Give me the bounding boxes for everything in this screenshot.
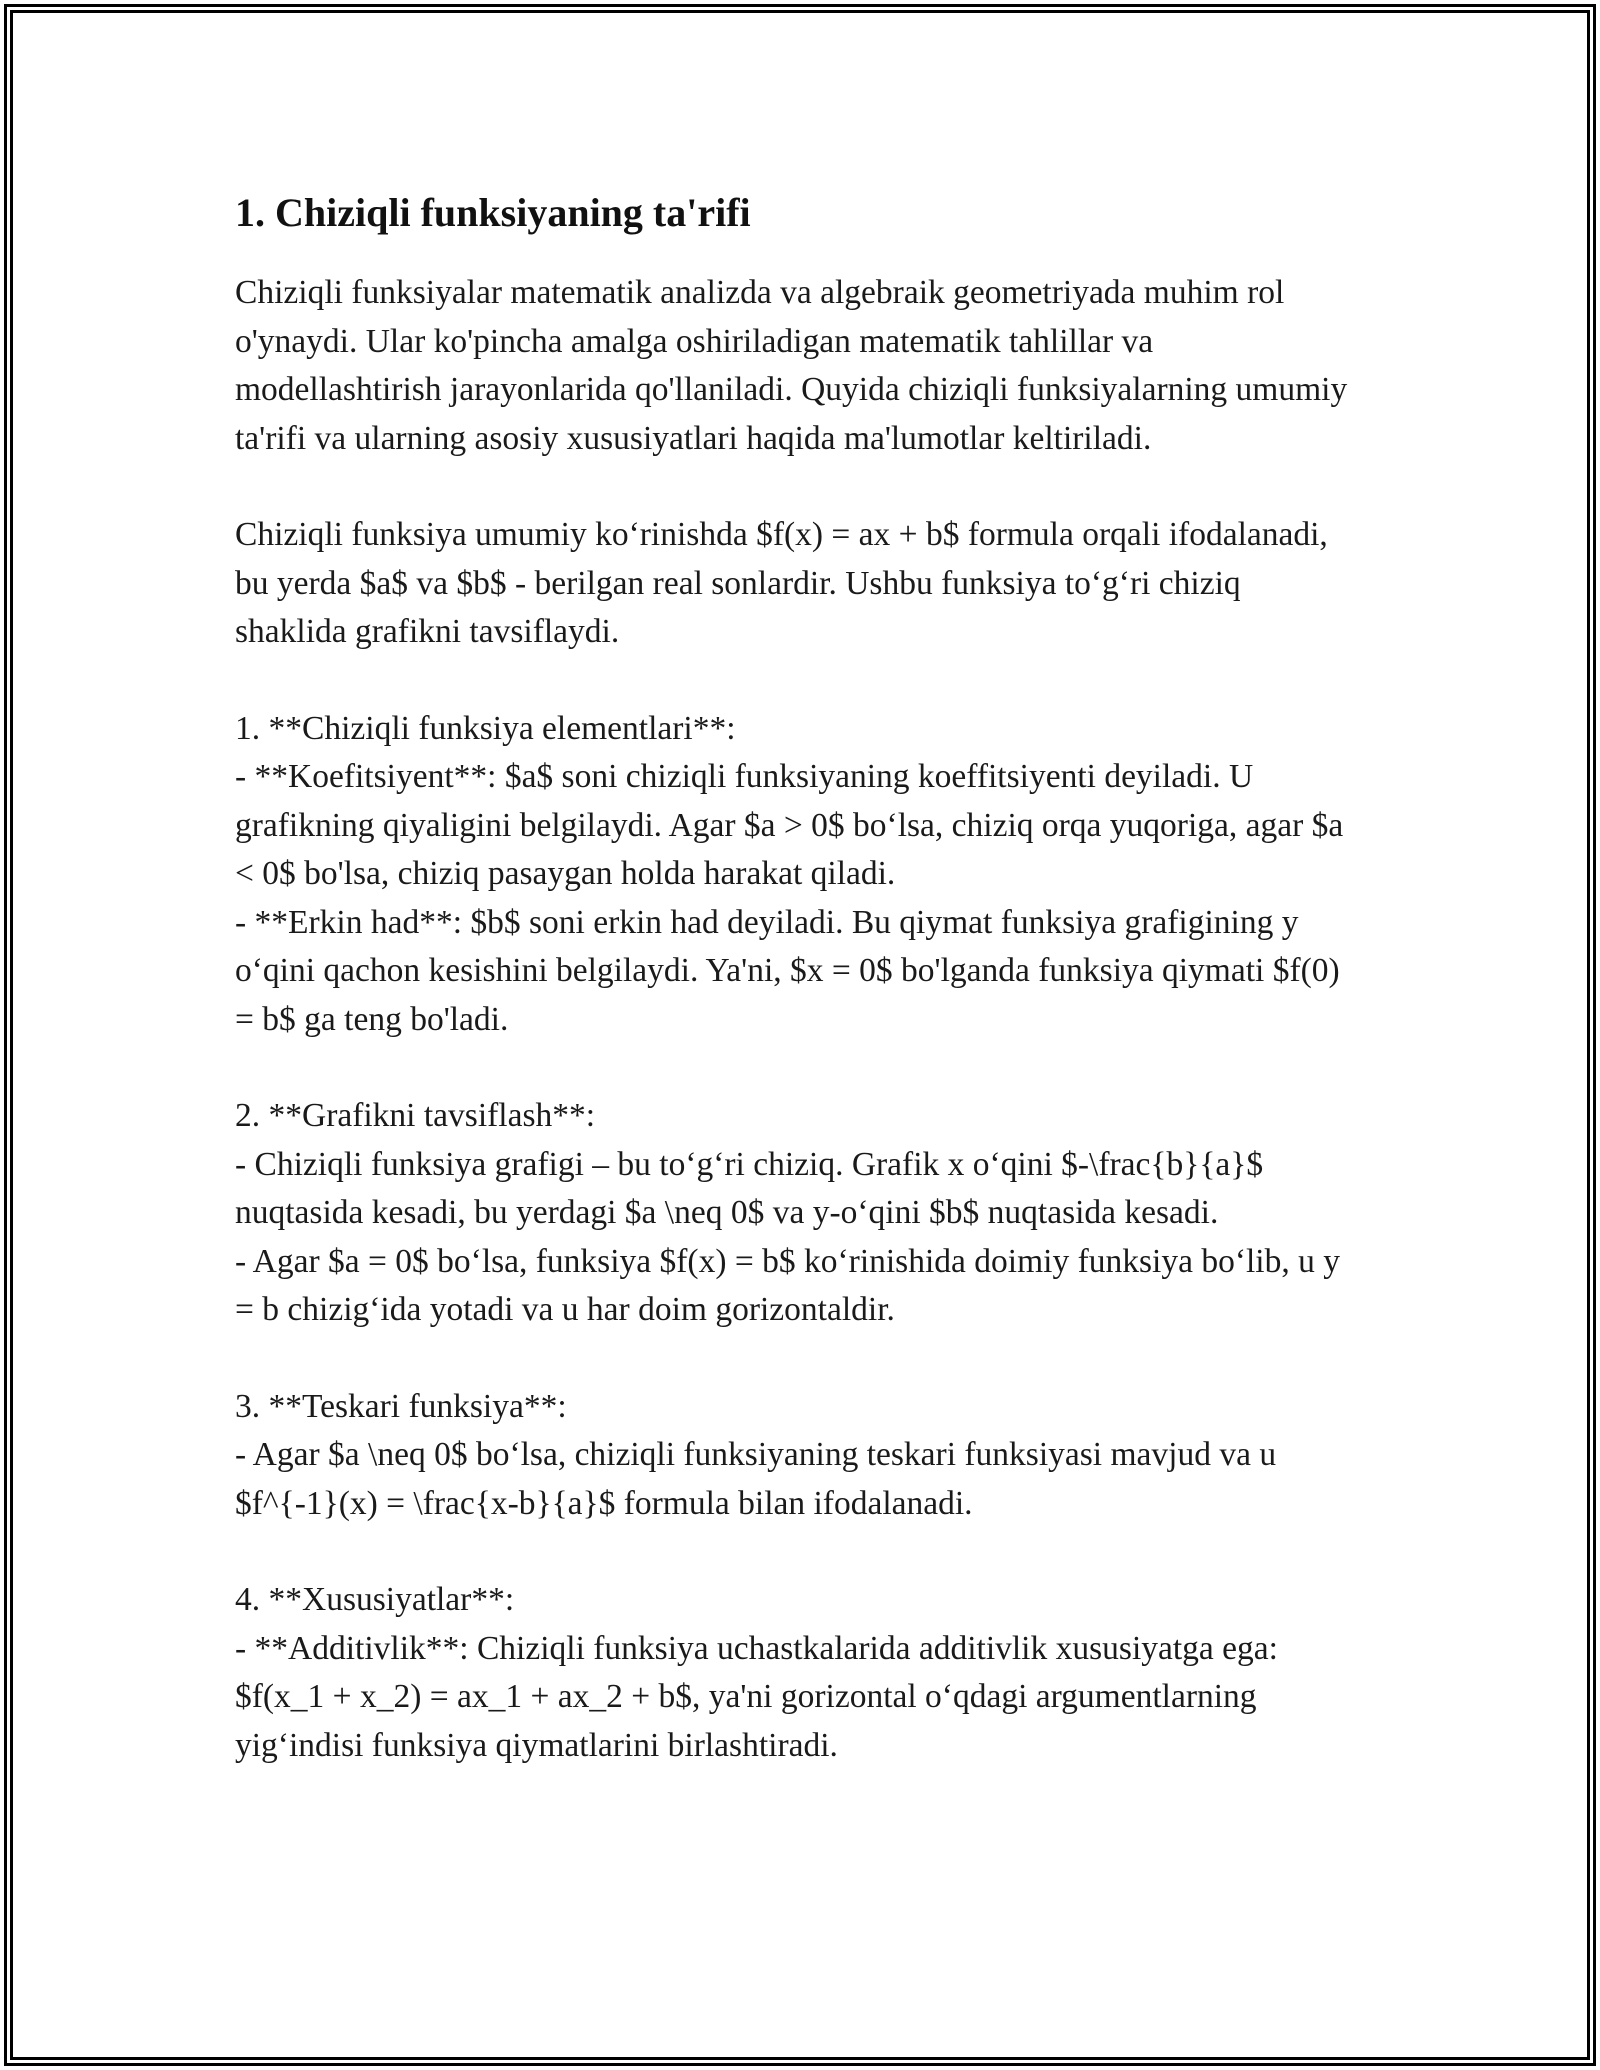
section-heading: 1. Chiziqli funksiyaning ta'rifi (235, 190, 751, 235)
list-item-inverse: 3. **Teskari funksiya**: - Agar $a \neq 0$ bo‘lsa, chiziqli funksiyaning teskari funksiyasi mavjud va u $f^{-1}(x) = \frac{x-b}{a}$ formula bilan ifodalanadi. (235, 1387, 1277, 1522)
document-body (235, 185, 1355, 1770)
list-item-properties: 4. **Xususiyatlar**: - **Additivlik**: Chiziqli funksiya uchastkalarida additivlik xususiyatga ega: $f(x_1 + x_2) = ax_1 + ax_2 + b$, ya'ni gorizontal o‘qdagi argumentlarning yig‘indisi funksiya qiymatlarini birlashtiradi. (235, 1581, 1278, 1764)
list-item-elements: 1. **Chiziqli funksiya elementlari**: - **Koefitsiyent**: $a$ soni chiziqli funksiyaning koeffitsiyenti deyiladi. U grafikning qiyaligini belgilaydi. Agar $a > 0$ bo‘lsa, chiziq orqa yuqoriga, agar $a < 0$ bo'lsa, chiziq pasaygan holda harakat qiladi. - **Erkin had**: $b$ soni erkin had deyiladi. Bu qiymat funksiya grafigining y o‘qini qachon kesishini belgilaydi. Ya'ni, $x = 0$ bo'lganda funksiya qiymati $f(0) = b$ ga teng bo'ladi. (235, 709, 1344, 1038)
intro-paragraph: Chiziqli funksiyalar matematik analizda va algebraik geometriyada muhim rol o'ynaydi. Ular ko'pincha amalga oshiriladigan matematik tahlillar va modellashtirish jarayonlarida qo'llaniladi. Quyida chiziqli funksiyalarning umumiy ta'rifi va ularning asosiy xususiyatlari haqida ma'lumotlar keltiriladi. (235, 274, 1348, 457)
list-item-graph: 2. **Grafikni tavsiflash**: - Chiziqli funksiya grafigi – bu to‘g‘ri chiziq. Grafik x o‘qini $-\frac{b}{a}$ nuqtasida kesadi, bu yerdagi $a \neq 0$ va y-o‘qini $b$ nuqtasida kesadi. - Agar $a = 0$ bo‘lsa, funksiya $f(x) = b$ ko‘rinishida doimiy funksiya bo‘lib, u y = b chizig‘ida yotadi va u har doim gorizontaldir. (235, 1097, 1340, 1328)
definition-paragraph: Chiziqli funksiya umumiy ko‘rinishda $f(x) = ax + b$ formula orqali ifodalanadi, bu yerda $a$ va $b$ - berilgan real sonlardir. Ushbu funksiya to‘g‘ri chiziq shaklida grafikni tavsiflaydi. (235, 516, 1328, 650)
